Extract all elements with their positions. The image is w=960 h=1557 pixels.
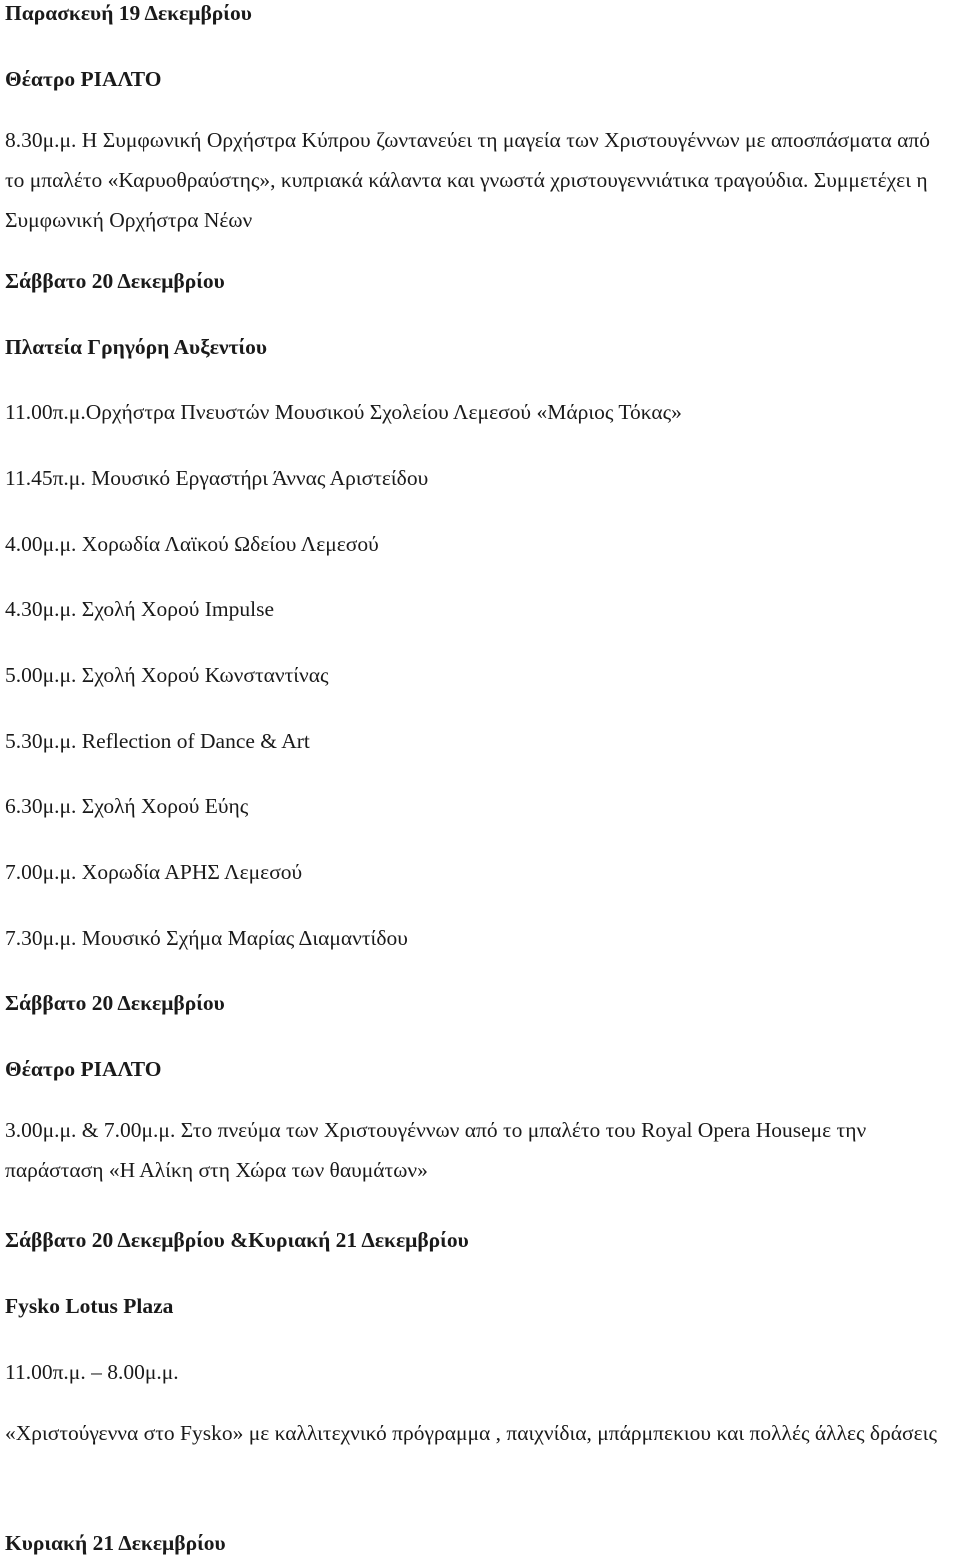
date-heading-1: Παρασκευή 19 Δεκεμβρίου <box>5 1 252 25</box>
date-heading-3: Σάββατο 20 Δεκεμβρίου <box>5 991 225 1015</box>
schedule-item: 6.30μ.μ. Σχολή Χορού Εύης <box>5 794 249 818</box>
date-heading-5: Κυριακή 21 Δεκεμβρίου <box>5 1531 226 1555</box>
schedule-item: 11.00π.μ.Ορχήστρα Πνευστών Μουσικού Σχολείου Λεμεσού «Μάριος Τόκας» <box>5 400 682 424</box>
venue-heading-1: Θέατρο ΡΙΑΛΤΟ <box>5 67 162 91</box>
schedule-item: 7.00μ.μ. Χορωδία ΑΡΗΣ Λεμεσού <box>5 860 303 884</box>
date-heading-4: Σάββατο 20 Δεκεμβρίου &Κυριακή 21 Δεκεμβρίου <box>5 1228 469 1252</box>
schedule-item: 5.30μ.μ. Reflection of Dance & Art <box>5 729 310 753</box>
schedule-item: 5.00μ.μ. Σχολή Χορού Κωνσταντίνας <box>5 663 329 687</box>
schedule-item: 11.45π.μ. Μουσικό Εργαστήρι Άννας Αριστείδου <box>5 466 429 490</box>
schedule-item: 4.00μ.μ. Χορωδία Λαϊκού Ωδείου Λεμεσού <box>5 532 379 556</box>
venue-heading-4: Fysko Lotus Plaza <box>5 1294 174 1318</box>
event-description-3: 3.00μ.μ. & 7.00μ.μ. Στο πνεύμα των Χριστουγέννων από το μπαλέτο του Royal Opera Houseμε την παράσταση «Η Αλίκη στη Χώρα των θαυμάτων» <box>5 1118 867 1182</box>
schedule-item: 4.30μ.μ. Σχολή Χορού Impulse <box>5 597 275 621</box>
date-heading-2: Σάββατο 20 Δεκεμβρίου <box>5 269 225 293</box>
event-description-4: «Χριστούγεννα στο Fysko» με καλλιτεχνικό πρόγραμμα , παιχνίδια, μπάρμπεκιου και πολλές άλλες δράσεις <box>5 1421 937 1445</box>
schedule-item: 7.30μ.μ. Μουσικό Σχήμα Μαρίας Διαμαντίδου <box>5 926 408 950</box>
event-description-1: 8.30μ.μ. Η Συμφωνική Ορχήστρα Κύπρου ζωντανεύει τη μαγεία των Χριστουγέννων με αποσπάσματα από το μπαλέτο «Καρυοθραύστης», κυπριακά κάλαντα και γνωστά χριστουγεννιάτικα τραγούδια. Συμμετέχει η Συμφωνική Ορχήστρα Νέων <box>5 128 931 232</box>
venue-heading-2: Πλατεία Γρηγόρη Αυξεντίου <box>5 335 268 359</box>
event-time-4: 11.00π.μ. – 8.00μ.μ. <box>5 1360 179 1384</box>
venue-heading-3: Θέατρο ΡΙΑΛΤΟ <box>5 1057 162 1081</box>
